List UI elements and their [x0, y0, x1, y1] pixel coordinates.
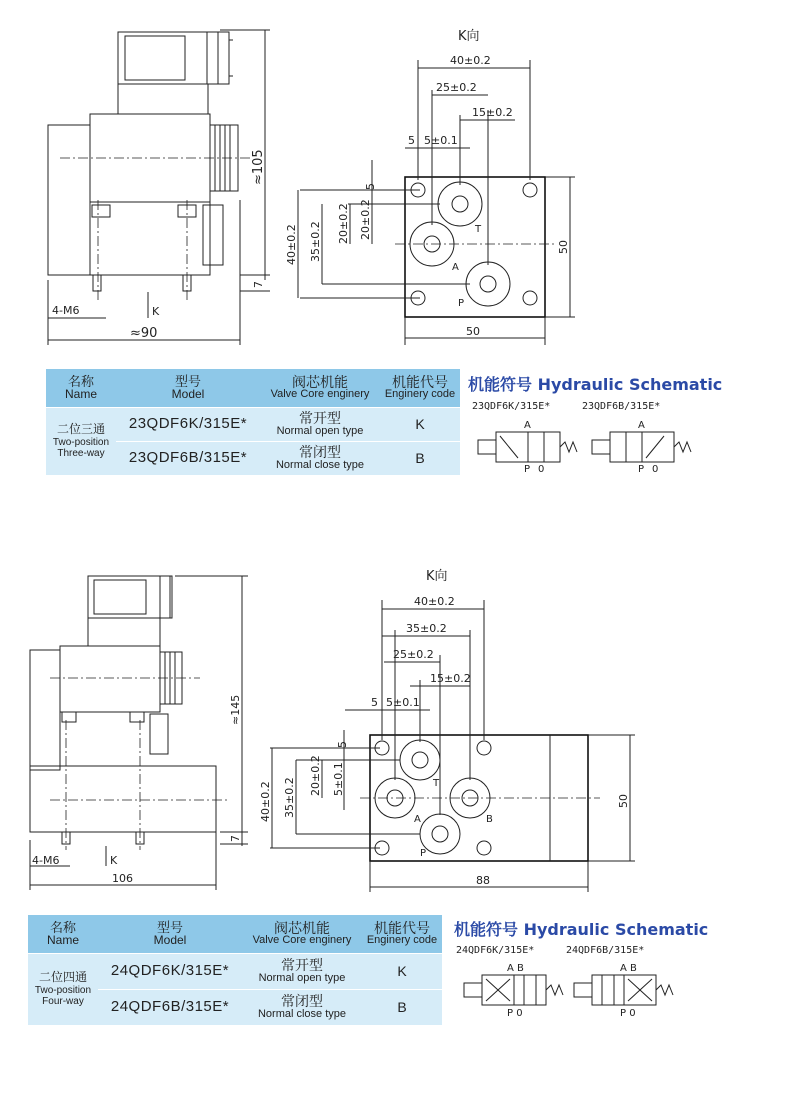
port-t-1: T: [475, 224, 482, 235]
model-cell: 24QDF6K/315E*: [98, 953, 242, 989]
dim-left-5-1: 5: [364, 183, 377, 190]
schematic-title-2: 机能符号 Hydraulic Schematic: [454, 920, 709, 939]
port-p-2: P: [420, 848, 427, 859]
k-view-valve-2: [259, 569, 635, 892]
model-cell: 23QDF6K/315E*: [116, 407, 260, 441]
k-view-title-1: K向: [458, 29, 480, 44]
code-cell: B: [362, 989, 442, 1025]
dim-left-35-1: 35±0.2: [309, 221, 322, 262]
schematic-label-left-1: 23QDF6K/315E*: [472, 401, 551, 412]
dim-top-5b-2: 5±0.1: [386, 696, 420, 709]
type-cell: 常闭型 Normal close type: [260, 441, 380, 475]
schem2-right-po: P 0: [620, 1008, 636, 1019]
dim-right-50-2: 50: [617, 794, 630, 808]
schematic-symbols-1: [478, 420, 691, 475]
schem2-left-po: P 0: [507, 1008, 523, 1019]
port-a-1: A: [452, 262, 459, 273]
hdr-func-1: 阀芯机能 Valve Core enginery: [260, 369, 380, 407]
type-cell: 常开型 Normal open type: [242, 953, 362, 989]
dim-left-40-2: 40±0.2: [259, 781, 272, 822]
side-view-valve-1: [48, 30, 270, 345]
dim-top-5-1: 5: [408, 134, 415, 147]
dim-top-40-2: 40±0.2: [414, 595, 455, 608]
model-cell: 23QDF6B/315E*: [116, 441, 260, 475]
hdr-code-2: 机能代号 Enginery code: [362, 915, 442, 953]
hdr-model-2: 型号 Model: [98, 915, 242, 953]
schematic-label-right-2: 24QDF6B/315E*: [566, 945, 645, 956]
schem2-right-ab: A B: [620, 963, 637, 974]
dim-width-106: 106: [112, 872, 133, 885]
type-cell: 常闭型 Normal close type: [242, 989, 362, 1025]
dim-left-20b-1: 20±0.2: [359, 199, 372, 240]
dim-7: 7: [252, 281, 265, 288]
dim-top-15-2: 15±0.2: [430, 672, 471, 685]
dim-left-5-2: 5: [336, 741, 349, 748]
dim-left-35-2: 35±0.2: [283, 777, 296, 818]
dim-left-5b-2: 5±0.1: [332, 762, 345, 796]
schematic-title-1: 机能符号 Hydraulic Schematic: [468, 375, 723, 394]
port-p-1: P: [458, 298, 465, 309]
dim-top-35-2: 35±0.2: [406, 622, 447, 635]
dim-bottom-50-1: 50: [466, 325, 480, 338]
dim-top-15-1: 15±0.2: [472, 106, 513, 119]
label-4m6: 4-M6: [52, 304, 80, 317]
dim-top-25-1: 25±0.2: [436, 81, 477, 94]
hdr-func-2: 阀芯机能 Valve Core enginery: [242, 915, 362, 953]
schematic-label-right-1: 23QDF6B/315E*: [582, 401, 661, 412]
side-view-valve-2: [30, 576, 248, 890]
hdr-name-2: 名称 Name: [28, 915, 98, 953]
schem1-left-o: 0: [538, 464, 545, 475]
dim-top-25-2: 25±0.2: [393, 648, 434, 661]
dim-left-40-1: 40±0.2: [285, 224, 298, 265]
code-cell: K: [380, 407, 460, 441]
dim-top-5b-1: 5±0.1: [424, 134, 458, 147]
schematic-symbols-2: [464, 963, 673, 1019]
dim-height-145: ≈145: [229, 694, 242, 725]
port-t-2: T: [433, 778, 440, 789]
schem2-left-ab: A B: [507, 963, 524, 974]
schematic-label-left-2: 24QDF6K/315E*: [456, 945, 535, 956]
dim-bottom-88: 88: [476, 874, 490, 887]
dim-top-5-2: 5: [371, 696, 378, 709]
schem1-left-a: A: [524, 420, 531, 431]
port-b-2: B: [486, 814, 493, 825]
schem1-right-a: A: [638, 420, 645, 431]
label-4m6-2: 4-M6: [32, 854, 60, 867]
spec-table-1: [46, 369, 460, 476]
dim-left-20-2: 20±0.2: [309, 755, 322, 796]
code-cell: B: [380, 441, 460, 475]
dim-top-40-1: 40±0.2: [450, 54, 491, 67]
schem1-right-o: 0: [652, 464, 659, 475]
hdr-code-1: 机能代号 Enginery code: [380, 369, 460, 407]
dim-height-105: ≈105: [251, 149, 266, 185]
label-k-arrow-2: K: [110, 854, 118, 867]
label-k-arrow: K: [152, 305, 160, 318]
hdr-model-1: 型号 Model: [116, 369, 260, 407]
k-view-title-2: K向: [426, 569, 448, 584]
dim-left-20a-1: 20±0.2: [337, 203, 350, 244]
schem1-right-p: P: [638, 464, 645, 475]
row-name-2: 二位四通 Two-position Four-way: [28, 953, 98, 1025]
hdr-name-1: 名称 Name: [46, 369, 116, 407]
port-a-2: A: [414, 814, 421, 825]
code-cell: K: [362, 953, 442, 989]
spec-table-2: [28, 915, 442, 1026]
model-cell: 24QDF6B/315E*: [98, 989, 242, 1025]
dim-right-50-1: 50: [557, 240, 570, 254]
dim-width-90: ≈90: [130, 326, 158, 341]
row-name-1: 二位三通 Two-position Three-way: [46, 407, 116, 475]
k-view-valve-1: [285, 29, 575, 345]
type-cell: 常开型 Normal open type: [260, 407, 380, 441]
schem1-left-p: P: [524, 464, 531, 475]
dim-7-2: 7: [229, 835, 242, 842]
